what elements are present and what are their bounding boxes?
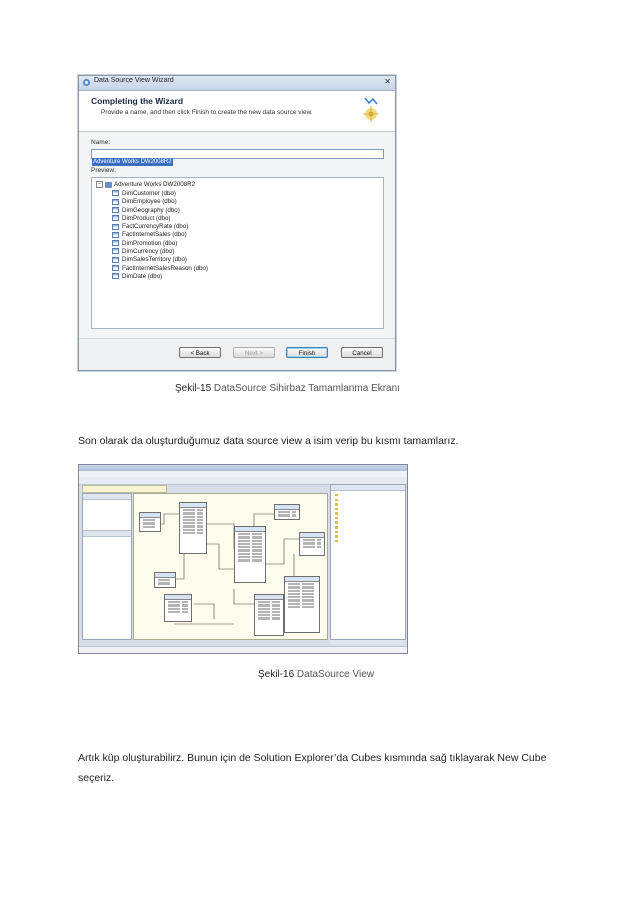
wizard-graphic-icon: [359, 94, 385, 124]
folder-icon: [335, 521, 338, 524]
figure-16-description: DataSource View: [296, 669, 375, 680]
list-item[interactable]: [112, 223, 208, 231]
table-name: DimSalesTerritory (dbo): [122, 256, 187, 264]
list-item[interactable]: [112, 231, 208, 239]
name-label: Name:: [91, 139, 111, 146]
designer-document-tab: [82, 485, 167, 493]
list-item[interactable]: [112, 215, 208, 223]
wizard-footer: [79, 338, 395, 371]
entity-box[interactable]: [299, 532, 325, 556]
data-source-view-icon: [105, 182, 112, 188]
table-name: DimCurrency (dbo): [122, 248, 175, 256]
solution-explorer-tree: [331, 491, 405, 544]
status-bar: [79, 646, 407, 653]
table-name: DimPromotion (dbo): [122, 239, 178, 247]
table-name: FactInternetSalesReason (dbo): [122, 264, 208, 272]
diagram-organizer-pane: [82, 493, 132, 640]
name-input[interactable]: [91, 149, 384, 165]
wizard-app-icon: [82, 78, 91, 87]
paragraph-2-line-1: Artık küp oluşturabilirz. Bunun için de Solution Explorer’da Cubes kısmında sağ tıklayarak New Cube: [78, 752, 547, 764]
table-icon: [112, 224, 119, 230]
table-icon: [112, 240, 119, 246]
list-item[interactable]: [112, 190, 208, 198]
cancel-button[interactable]: Cancel: [341, 347, 383, 358]
table-name: DimDate (dbo): [122, 272, 163, 280]
tree-root-node[interactable]: [96, 181, 195, 188]
figure-15-number: Şekil-15: [175, 383, 212, 394]
table-icon: [112, 232, 119, 238]
folder-icon: [335, 499, 338, 502]
table-list: [112, 190, 208, 281]
entity-box[interactable]: [234, 526, 266, 583]
pane-tabs: [330, 640, 404, 645]
folder-icon: [335, 531, 338, 534]
table-icon: [112, 248, 119, 254]
folder-icon: [335, 540, 338, 543]
folder-icon: [335, 494, 338, 497]
figure-15-description: DataSource Sihirbaz Tamamlanma Ekranı: [213, 383, 400, 394]
entity-box[interactable]: [139, 512, 161, 532]
table-name: FactInternetSales (dbo): [122, 231, 187, 239]
wizard-window-title: Data Source View Wizard: [94, 77, 174, 84]
figure-16-number: Şekil-16: [258, 669, 295, 680]
table-icon: [112, 273, 119, 279]
wizard-title-bar: [79, 76, 395, 91]
folder-icon: [335, 535, 338, 538]
entity-box[interactable]: [274, 504, 300, 520]
table-icon: [112, 190, 119, 196]
collapse-icon[interactable]: −: [96, 181, 103, 188]
entity-box[interactable]: [164, 594, 192, 622]
paragraph-2-line-2: seçeriz.: [78, 772, 115, 784]
next-button[interactable]: Next >: [233, 347, 275, 358]
diagram-canvas: [133, 493, 328, 640]
figure-15-caption: [175, 383, 400, 394]
table-name: DimEmployee (dbo): [122, 198, 177, 206]
folder-icon: [335, 526, 338, 529]
preview-label: Preview:: [91, 167, 116, 174]
folder-icon: [335, 512, 338, 515]
finish-button[interactable]: Finish: [286, 347, 328, 358]
table-name: DimGeography (dbo): [122, 206, 180, 214]
wizard-header: [79, 91, 395, 132]
table-name: DimCustomer (dbo): [122, 190, 176, 197]
wizard-header-title: Completing the Wizard: [91, 96, 184, 106]
folder-icon: [335, 508, 338, 511]
data-source-view-wizard-screenshot: [78, 75, 396, 371]
entity-box[interactable]: [179, 502, 207, 554]
entity-box[interactable]: [284, 576, 320, 633]
list-item[interactable]: [112, 198, 208, 206]
list-item[interactable]: [112, 248, 208, 256]
tree-root-label: Adventure Works DW2008R2: [114, 181, 196, 189]
data-source-view-designer-screenshot: [78, 464, 408, 654]
entity-box[interactable]: [154, 572, 176, 588]
table-name: DimProduct (dbo): [122, 214, 171, 222]
table-icon: [112, 215, 119, 221]
name-input-value: Adventure Works DW2008R2: [93, 159, 172, 165]
list-item[interactable]: [335, 539, 405, 544]
list-item[interactable]: [112, 256, 208, 264]
list-item[interactable]: [112, 273, 208, 281]
table-icon: [112, 257, 119, 263]
wizard-header-subtitle: Provide a name, and then click Finish to create the new data source view.: [101, 109, 313, 116]
list-item[interactable]: [112, 265, 208, 273]
figure-16-caption: [258, 669, 374, 680]
table-icon: [112, 207, 119, 213]
folder-icon: [335, 503, 338, 506]
back-button[interactable]: < Back: [179, 347, 221, 358]
close-icon[interactable]: ✕: [384, 77, 391, 86]
preview-tree[interactable]: [91, 177, 384, 329]
list-item[interactable]: [112, 207, 208, 215]
table-icon: [112, 265, 119, 271]
list-item[interactable]: [112, 240, 208, 248]
solution-explorer-pane: [330, 484, 406, 640]
table-name: FactCurrencyRate (dbo): [122, 223, 189, 231]
pane-header: [83, 494, 131, 500]
paragraph-1: Son olarak da oluşturduğumuz data source view a isim verip bu kısmı tamamlarız.: [78, 435, 459, 447]
folder-icon: [335, 517, 338, 520]
entity-box[interactable]: [254, 594, 284, 636]
tables-pane-header: [83, 530, 131, 537]
table-icon: [112, 199, 119, 205]
